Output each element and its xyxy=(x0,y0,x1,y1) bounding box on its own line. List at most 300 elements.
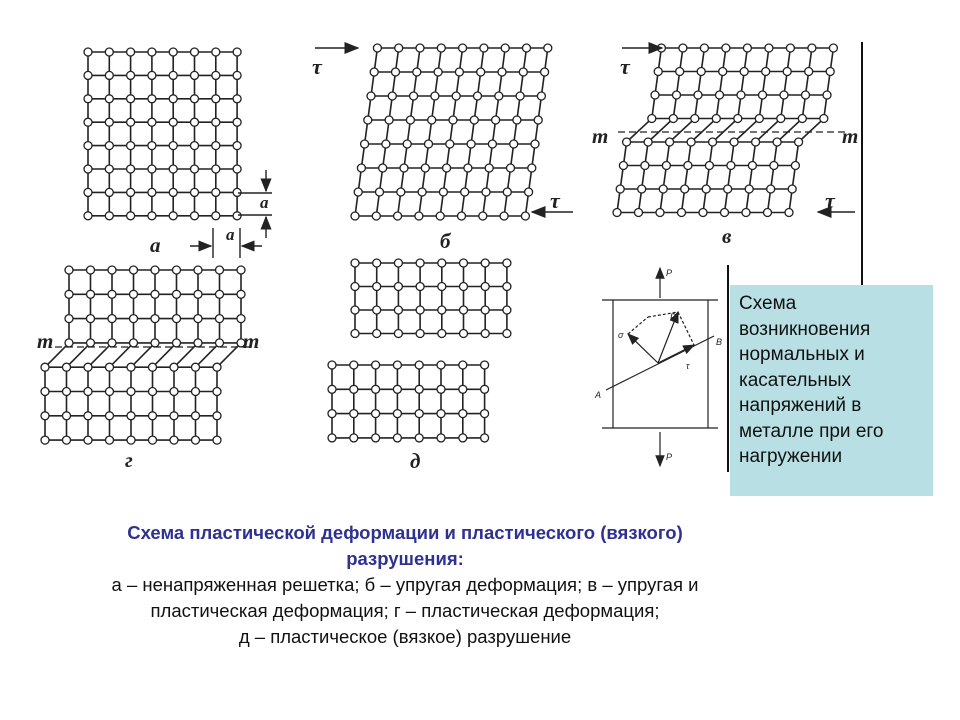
lattice-atom xyxy=(84,118,92,126)
lattice-atom xyxy=(373,44,381,52)
lattice-atom xyxy=(41,388,49,396)
lattice-atom xyxy=(745,185,753,193)
lattice-atom xyxy=(87,339,95,347)
lattice-atom xyxy=(709,138,717,146)
lattice-atom xyxy=(459,434,467,442)
lattice-atom xyxy=(372,385,380,393)
lattice-atom xyxy=(694,91,702,99)
lattice-atom xyxy=(151,290,159,298)
lattice-atom xyxy=(367,92,375,100)
lattice-atom xyxy=(328,361,336,369)
panel-a-dim-label: a xyxy=(226,225,235,244)
lattice-atom xyxy=(516,92,524,100)
lattice-atom xyxy=(786,44,794,52)
lattice-atom xyxy=(63,363,71,371)
lattice-atom xyxy=(212,71,220,79)
lattice-atom xyxy=(385,116,393,124)
lattice-atom xyxy=(443,164,451,172)
lattice-atom xyxy=(421,164,429,172)
lattice-atom xyxy=(191,165,199,173)
lattice-atom xyxy=(84,165,92,173)
lattice-atom xyxy=(438,259,446,267)
lattice-atom xyxy=(437,434,445,442)
lattice-v-elastic-plastic xyxy=(613,44,837,217)
lattice-atom xyxy=(619,162,627,170)
caption-line1: а – ненапряженная решетка; б – упругая деформация; в – упругая и xyxy=(111,574,699,595)
lattice-atom xyxy=(127,363,135,371)
lattice-atom xyxy=(41,412,49,420)
lattice-atom xyxy=(425,140,433,148)
panel-v-label: в xyxy=(722,224,732,248)
lattice-atom xyxy=(415,434,423,442)
lattice-atom xyxy=(192,436,200,444)
lattice-atom xyxy=(372,434,380,442)
stress-note-box xyxy=(730,285,933,496)
lattice-atom xyxy=(148,71,156,79)
lattice-atom xyxy=(482,188,490,196)
lattice-atom xyxy=(481,361,489,369)
lattice-atom xyxy=(656,209,664,217)
lattice-atom xyxy=(449,116,457,124)
lattice-atom xyxy=(169,188,177,196)
lattice-atom xyxy=(373,259,381,267)
lattice-atom xyxy=(388,92,396,100)
panel-g-plane-left: m xyxy=(37,329,54,353)
lattice-atom xyxy=(765,44,773,52)
lattice-atom xyxy=(328,434,336,442)
lattice-atom xyxy=(233,71,241,79)
lattice-atom xyxy=(791,162,799,170)
stress-p-top: P xyxy=(666,268,673,278)
lattice-atom xyxy=(460,283,468,291)
lattice-atom xyxy=(702,185,710,193)
lattice-atom xyxy=(127,412,135,420)
lattice-atom xyxy=(63,436,71,444)
lattice-atom xyxy=(379,164,387,172)
lattice-atom xyxy=(169,142,177,150)
lattice-atom xyxy=(495,92,503,100)
lattice-atom xyxy=(105,118,113,126)
lattice-atom xyxy=(373,330,381,338)
lattice-atom xyxy=(802,91,810,99)
lattice-atom xyxy=(106,436,114,444)
lattice-atom xyxy=(501,44,509,52)
lattice-atom xyxy=(521,212,529,220)
lattice-atom xyxy=(105,48,113,56)
lattice-atom xyxy=(194,339,202,347)
lattice-atom xyxy=(481,283,489,291)
lattice-atom xyxy=(762,68,770,76)
lattice-atom xyxy=(826,68,834,76)
lattice-atom xyxy=(659,185,667,193)
lattice-atom xyxy=(149,436,157,444)
lattice-atom xyxy=(721,209,729,217)
lattice-g-plastic xyxy=(41,266,245,444)
lattice-atom xyxy=(84,71,92,79)
lattice-atom xyxy=(148,165,156,173)
lattice-atom xyxy=(191,142,199,150)
lattice-atom xyxy=(395,44,403,52)
lattice-atom xyxy=(740,68,748,76)
lattice-atom xyxy=(651,91,659,99)
lattice-atom xyxy=(216,266,224,274)
panel-b-label: б xyxy=(440,229,451,253)
lattice-a-unstressed xyxy=(84,48,241,220)
lattice-atom xyxy=(376,188,384,196)
lattice-atom xyxy=(687,138,695,146)
lattice-atom xyxy=(743,44,751,52)
lattice-atom xyxy=(191,212,199,220)
stress-point-a: A xyxy=(595,390,602,400)
lattice-atom xyxy=(748,162,756,170)
lattice-atom xyxy=(503,330,511,338)
lattice-atom xyxy=(108,315,116,323)
lattice-atom xyxy=(194,266,202,274)
lattice-atom xyxy=(523,44,531,52)
lattice-atom xyxy=(641,162,649,170)
lattice-atom xyxy=(474,92,482,100)
lattice-atom xyxy=(734,115,742,123)
lattice-atom xyxy=(192,363,200,371)
lattice-atom xyxy=(394,306,402,314)
lattice-atom xyxy=(488,140,496,148)
panel-b-tau-top: τ xyxy=(312,54,322,79)
lattice-atom xyxy=(65,266,73,274)
lattice-atom xyxy=(459,410,467,418)
lattice-atom xyxy=(415,361,423,369)
figure-caption xyxy=(0,520,810,650)
lattice-atom xyxy=(724,185,732,193)
lattice-atom xyxy=(373,306,381,314)
lattice-atom xyxy=(170,436,178,444)
lattice-atom xyxy=(477,68,485,76)
lattice-atom xyxy=(237,266,245,274)
lattice-atom xyxy=(170,412,178,420)
lattice-atom xyxy=(416,306,424,314)
lattice-atom xyxy=(350,385,358,393)
lattice-atom xyxy=(212,188,220,196)
lattice-atom xyxy=(481,434,489,442)
lattice-atom xyxy=(700,44,708,52)
lattice-atom xyxy=(823,91,831,99)
lattice-atom xyxy=(372,212,380,220)
lattice-atom xyxy=(63,388,71,396)
panel-v-tau-bottom: τ xyxy=(825,188,835,213)
lattice-atom xyxy=(510,140,518,148)
lattice-atom xyxy=(722,44,730,52)
lattice-atom xyxy=(84,436,92,444)
lattice-d-fracture xyxy=(328,259,511,442)
lattice-atom xyxy=(233,165,241,173)
lattice-atom xyxy=(730,138,738,146)
lattice-atom xyxy=(773,138,781,146)
lattice-atom xyxy=(108,290,116,298)
lattice-atom xyxy=(485,164,493,172)
stress-p-bottom: P xyxy=(666,452,673,462)
lattice-atom xyxy=(351,212,359,220)
stress-note-text: Схема возникновения нормальных и касательных напряжений в металле при его нагружении xyxy=(739,293,884,467)
lattice-atom xyxy=(148,142,156,150)
lattice-atom xyxy=(127,212,135,220)
lattice-atom xyxy=(212,95,220,103)
lattice-atom xyxy=(415,212,423,220)
lattice-atom xyxy=(544,44,552,52)
panel-a-label: а xyxy=(150,233,161,257)
lattice-atom xyxy=(480,44,488,52)
lattice-atom xyxy=(151,315,159,323)
lattice-atom xyxy=(498,68,506,76)
lattice-atom xyxy=(403,140,411,148)
lattice-atom xyxy=(191,188,199,196)
lattice-atom xyxy=(437,361,445,369)
lattice-atom xyxy=(525,188,533,196)
lattice-atom xyxy=(410,92,418,100)
lattice-atom xyxy=(148,48,156,56)
lattice-atom xyxy=(467,140,475,148)
lattice-atom xyxy=(691,115,699,123)
lattice-atom xyxy=(460,259,468,267)
lattice-atom xyxy=(108,339,116,347)
lattice-atom xyxy=(233,142,241,150)
caption-line3: д – пластическое (вязкое) разрушение xyxy=(238,626,572,647)
lattice-atom xyxy=(446,140,454,148)
lattice-atom xyxy=(130,266,138,274)
caption-line2: пластическая деформация; г – пластическая деформация; xyxy=(150,600,660,621)
panel-v-tau-top: τ xyxy=(620,54,630,79)
lattice-atom xyxy=(148,188,156,196)
lattice-atom xyxy=(169,212,177,220)
lattice-atom xyxy=(461,188,469,196)
lattice-atom xyxy=(127,142,135,150)
lattice-atom xyxy=(328,410,336,418)
lattice-atom xyxy=(216,339,224,347)
lattice-atom xyxy=(151,339,159,347)
lattice-atom xyxy=(788,185,796,193)
lattice-atom xyxy=(459,385,467,393)
lattice-atom xyxy=(84,48,92,56)
lattice-atom xyxy=(382,140,390,148)
lattice-atom xyxy=(406,116,414,124)
lattice-atom xyxy=(65,290,73,298)
lattice-atom xyxy=(105,212,113,220)
lattice-atom xyxy=(149,412,157,420)
lattice-atom xyxy=(212,212,220,220)
lattice-atom xyxy=(654,68,662,76)
lattice-atom xyxy=(464,164,472,172)
lattice-atom xyxy=(699,209,707,217)
lattice-atom xyxy=(84,388,92,396)
lattice-atom xyxy=(438,306,446,314)
lattice-atom xyxy=(216,290,224,298)
lattice-atom xyxy=(357,164,365,172)
lattice-atom xyxy=(213,388,221,396)
lattice-atom xyxy=(233,212,241,220)
lattice-atom xyxy=(169,48,177,56)
stress-p-vector: P xyxy=(670,312,677,322)
lattice-atom xyxy=(537,92,545,100)
lattice-atom xyxy=(192,412,200,420)
lattice-atom xyxy=(719,68,727,76)
lattice-atom xyxy=(666,138,674,146)
panel-a-dimensions xyxy=(190,170,272,258)
lattice-atom xyxy=(492,116,500,124)
lattice-atom xyxy=(481,385,489,393)
lattice-atom xyxy=(439,188,447,196)
lattice-atom xyxy=(84,95,92,103)
lattice-atom xyxy=(127,165,135,173)
lattice-atom xyxy=(191,48,199,56)
lattice-atom xyxy=(393,385,401,393)
lattice-atom xyxy=(684,162,692,170)
lattice-atom xyxy=(106,388,114,396)
lattice-atom xyxy=(169,71,177,79)
lattice-atom xyxy=(105,165,113,173)
lattice-atom xyxy=(648,115,656,123)
lattice-atom xyxy=(127,388,135,396)
lattice-atom xyxy=(212,48,220,56)
lattice-atom xyxy=(795,138,803,146)
lattice-atom xyxy=(127,48,135,56)
lattice-atom xyxy=(212,165,220,173)
lattice-atom xyxy=(669,115,677,123)
lattice-atom xyxy=(437,385,445,393)
panel-a-dim-label-vertical: a xyxy=(260,193,269,212)
lattice-atom xyxy=(130,315,138,323)
lattice-atom xyxy=(191,71,199,79)
lattice-atom xyxy=(635,209,643,217)
lattice-atom xyxy=(780,91,788,99)
lattice-atom xyxy=(783,68,791,76)
lattice-atom xyxy=(716,91,724,99)
lattice-atom xyxy=(173,339,181,347)
lattice-atom xyxy=(373,283,381,291)
lattice-atom xyxy=(727,162,735,170)
lattice-atom xyxy=(130,290,138,298)
lattice-atom xyxy=(759,91,767,99)
lattice-atom xyxy=(87,266,95,274)
lattice-atom xyxy=(392,68,400,76)
lattice-atom xyxy=(233,95,241,103)
lattice-atom xyxy=(737,91,745,99)
lattice-atom xyxy=(534,116,542,124)
lattice-atom xyxy=(742,209,750,217)
lattice-atom xyxy=(459,44,467,52)
lattice-atom xyxy=(372,410,380,418)
lattice-atom xyxy=(805,68,813,76)
lattice-atom xyxy=(623,138,631,146)
stress-tau: τ xyxy=(686,361,690,371)
lattice-atom xyxy=(41,436,49,444)
lattice-atom xyxy=(173,290,181,298)
stress-diagram xyxy=(602,268,718,466)
lattice-atom xyxy=(434,68,442,76)
lattice-b-elastic xyxy=(351,44,552,220)
panel-d-label: д xyxy=(410,449,421,473)
lattice-atom xyxy=(397,188,405,196)
lattice-atom xyxy=(127,436,135,444)
lattice-atom xyxy=(191,95,199,103)
lattice-atom xyxy=(507,164,515,172)
stress-sigma: σ xyxy=(618,330,624,340)
lattice-atom xyxy=(233,118,241,126)
caption-title-line2: разрушения: xyxy=(346,548,464,569)
lattice-atom xyxy=(191,118,199,126)
lattice-atom xyxy=(644,138,652,146)
lattice-atom xyxy=(459,361,467,369)
lattice-atom xyxy=(127,118,135,126)
lattice-atom xyxy=(351,259,359,267)
lattice-atom xyxy=(455,68,463,76)
lattice-atom xyxy=(798,115,806,123)
lattice-atom xyxy=(400,164,408,172)
lattice-atom xyxy=(105,188,113,196)
lattice-atom xyxy=(712,115,720,123)
lattice-atom xyxy=(416,44,424,52)
lattice-atom xyxy=(169,118,177,126)
lattice-atom xyxy=(393,434,401,442)
lattice-atom xyxy=(531,140,539,148)
lattice-atom xyxy=(354,188,362,196)
lattice-atom xyxy=(460,306,468,314)
lattice-atom xyxy=(393,410,401,418)
lattice-atom xyxy=(213,363,221,371)
lattice-atom xyxy=(755,115,763,123)
lattice-atom xyxy=(808,44,816,52)
lattice-atom xyxy=(638,185,646,193)
lattice-atom xyxy=(351,330,359,338)
lattice-atom xyxy=(394,259,402,267)
lattice-atom xyxy=(105,71,113,79)
lattice-atom xyxy=(500,212,508,220)
lattice-atom xyxy=(361,140,369,148)
lattice-atom xyxy=(416,330,424,338)
lattice-atom xyxy=(108,266,116,274)
lattice-atom xyxy=(394,212,402,220)
lattice-atom xyxy=(169,95,177,103)
lattice-atom xyxy=(213,436,221,444)
lattice-atom xyxy=(364,116,372,124)
lattice-atom xyxy=(528,164,536,172)
lattice-atom xyxy=(212,142,220,150)
lattice-atom xyxy=(151,266,159,274)
caption-title-line1: Схема пластической деформации и пластического (вязкого) xyxy=(127,522,683,543)
lattice-atom xyxy=(437,44,445,52)
lattice-atom xyxy=(438,283,446,291)
lattice-atom xyxy=(328,385,336,393)
lattice-atom xyxy=(127,95,135,103)
lattice-atom xyxy=(237,290,245,298)
lattice-atom xyxy=(350,361,358,369)
lattice-atom xyxy=(678,209,686,217)
lattice-atom xyxy=(84,188,92,196)
lattice-atom xyxy=(149,363,157,371)
lattice-atom xyxy=(416,283,424,291)
lattice-atom xyxy=(84,412,92,420)
lattice-atom xyxy=(350,434,358,442)
lattice-atom xyxy=(105,142,113,150)
lattice-atom xyxy=(170,388,178,396)
lattice-atom xyxy=(770,162,778,170)
lattice-atom xyxy=(785,209,793,217)
lattice-atom xyxy=(127,188,135,196)
panel-v-plane-left: m xyxy=(592,124,609,148)
lattice-atom xyxy=(173,266,181,274)
lattice-atom xyxy=(662,162,670,170)
lattice-atom xyxy=(438,330,446,338)
lattice-atom xyxy=(767,185,775,193)
lattice-atom xyxy=(84,363,92,371)
lattice-atom xyxy=(194,290,202,298)
